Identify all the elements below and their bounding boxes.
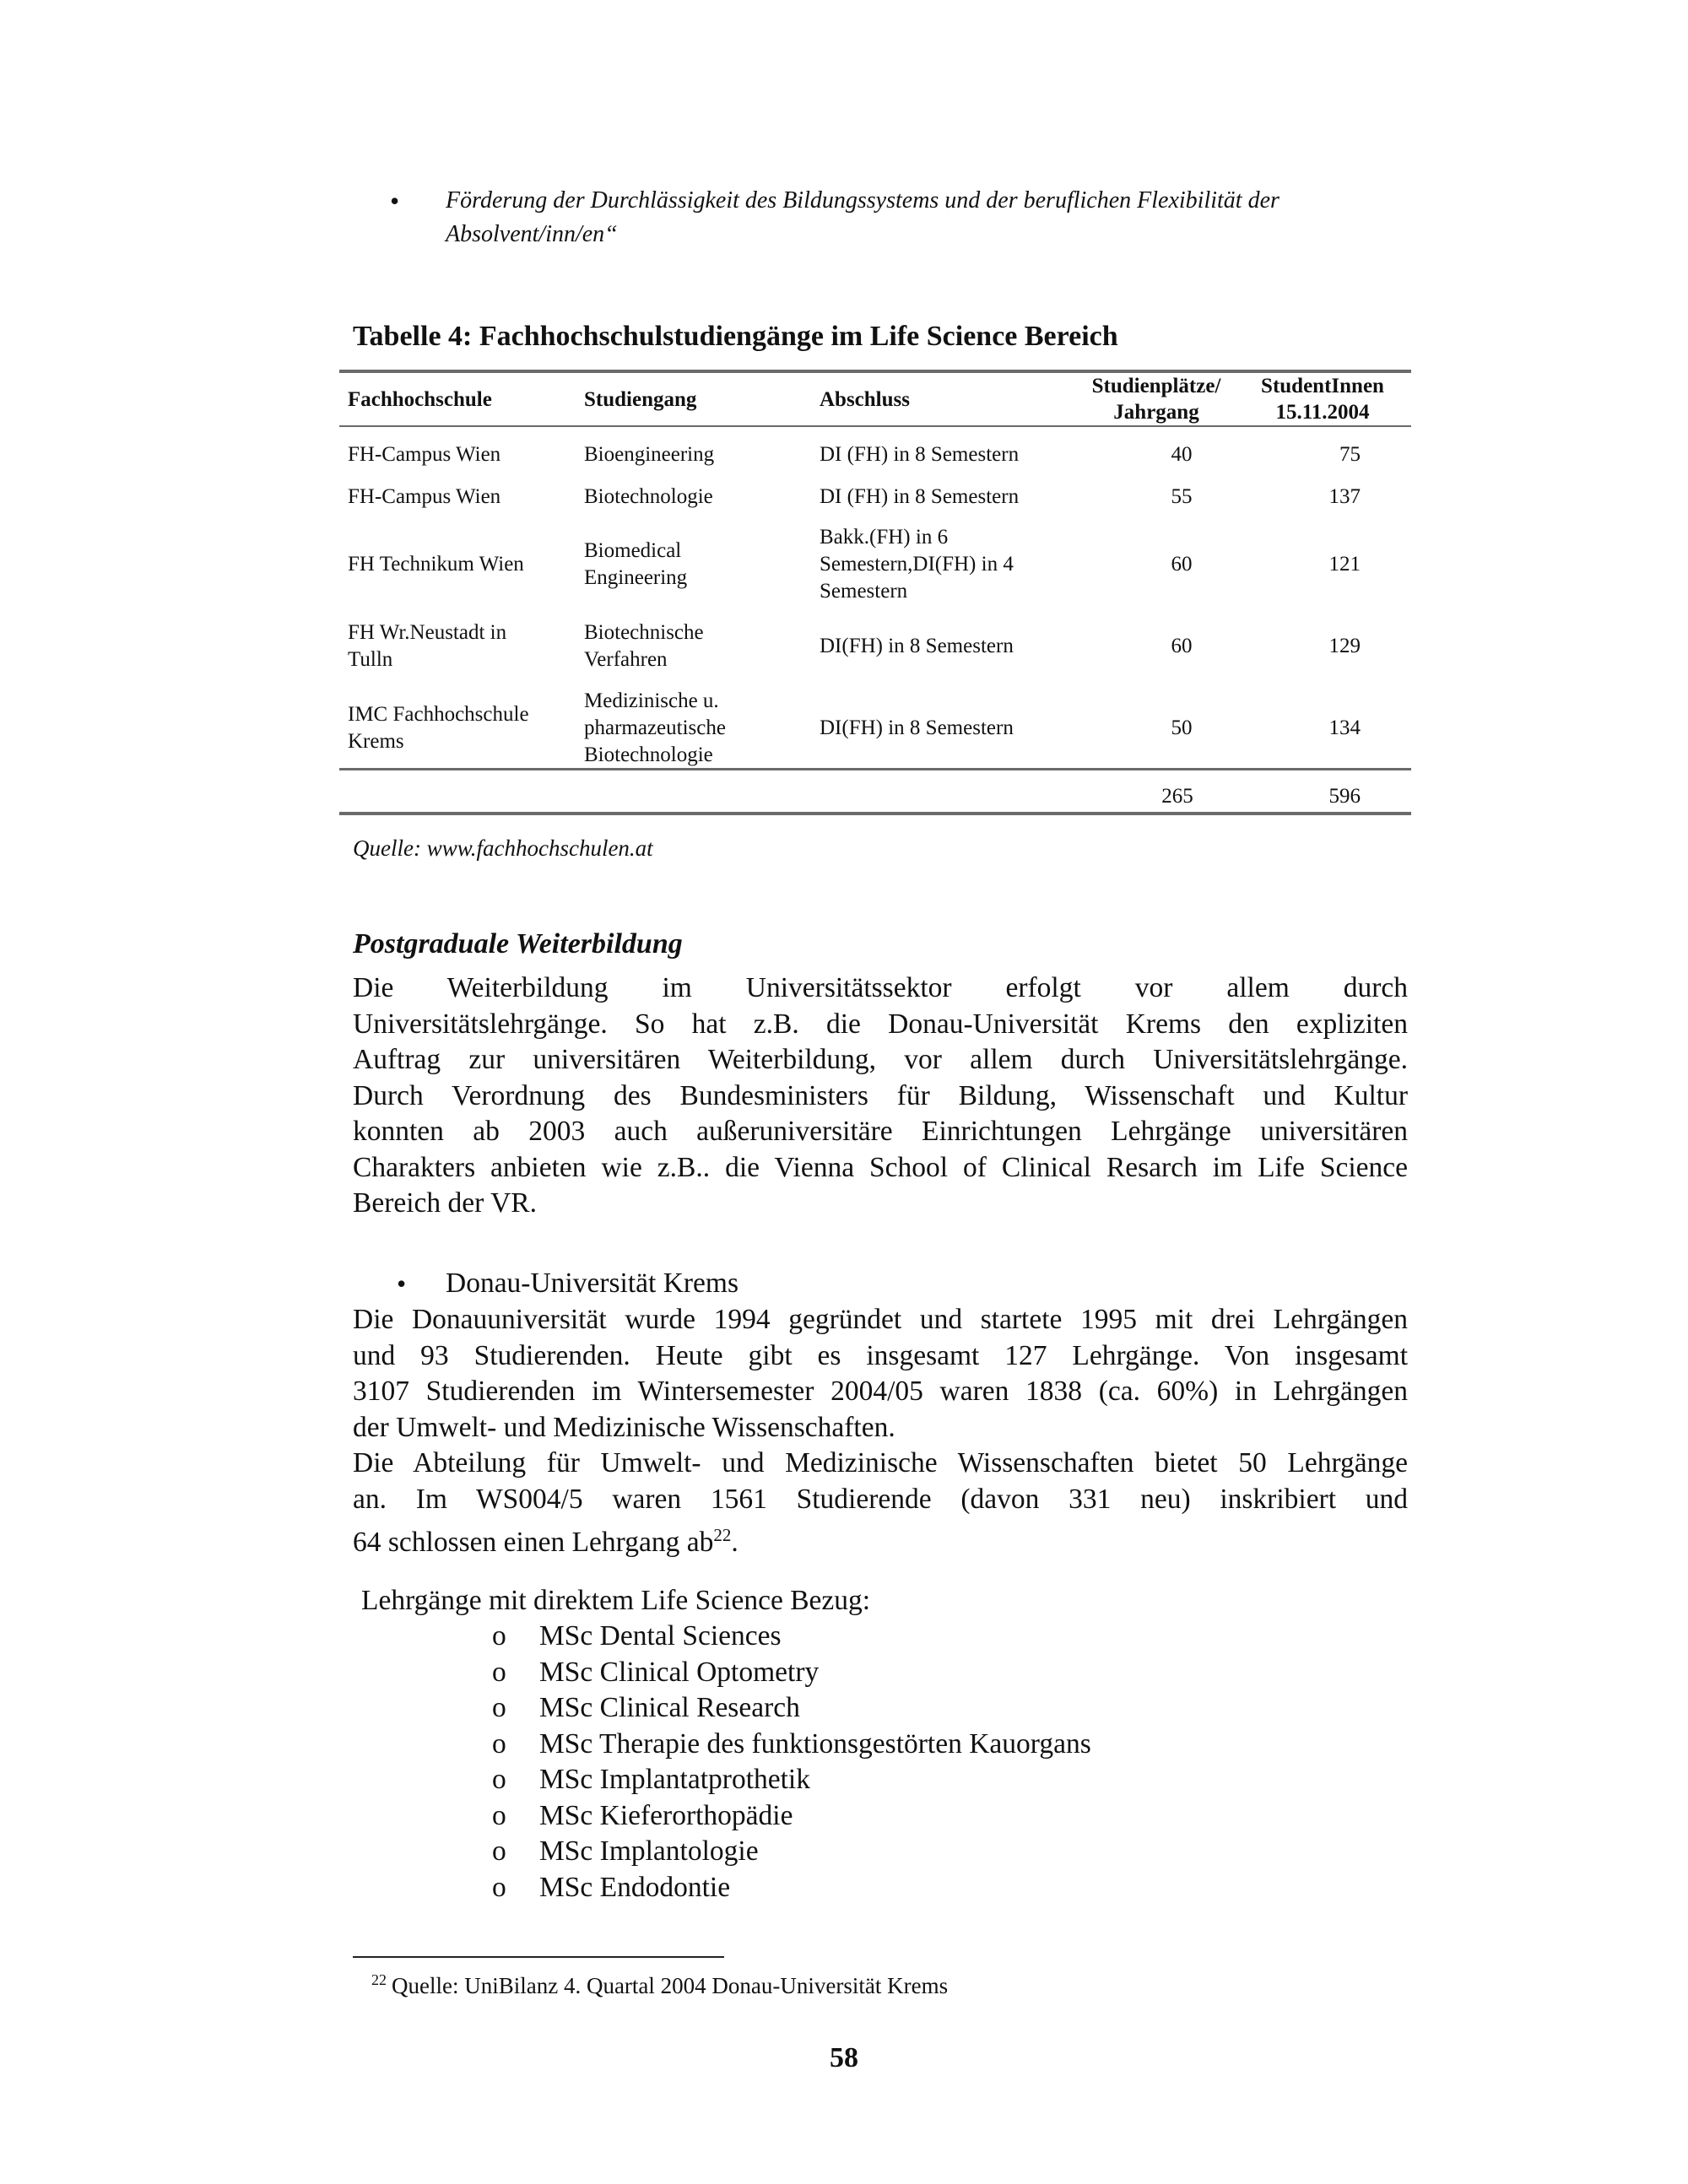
paragraph-line-text: 64 schlossen einen Lehrgang ab	[353, 1527, 714, 1559]
cell-line: Tulln	[348, 648, 393, 671]
list-marker: o	[492, 1656, 506, 1688]
cell-line: Krems	[348, 730, 404, 753]
list-marker: o	[492, 1871, 506, 1903]
courses-heading: Lehrgänge mit direktem Life Science Bezug:	[361, 1585, 871, 1616]
header-studienplaetze	[1072, 373, 1241, 425]
paragraph-line: und 93 Studierenden. Heute gibt es insgesamt 127 Lehrgänge. Von insgesamt	[353, 1339, 1408, 1371]
bullet-marker: •	[390, 186, 400, 216]
list-item	[492, 1690, 1091, 1727]
cell-abschluss: DI(FH) in 8 Semestern	[820, 716, 1014, 739]
course-label: MSc Therapie des funktionsgestörten Kauorgans	[539, 1727, 1091, 1760]
cell-studienplaetze: 60	[1171, 553, 1193, 576]
cell-studiengang: Bioengineering	[584, 443, 715, 466]
total-studienplaetze: 265	[1161, 785, 1193, 808]
cell-line: Semestern	[820, 580, 908, 603]
header-abschluss: Abschluss	[820, 388, 910, 411]
top-bullet-line: Absolvent/inn/en“	[446, 221, 618, 247]
paragraph-line: konnten ab 2003 auch außeruniversitäre Einrichtungen Lehrgänge universitären	[353, 1116, 1408, 1147]
list-item	[492, 1834, 1091, 1870]
cell-line: IMC Fachhochschule	[348, 703, 529, 726]
cell-studienplaetze: 55	[1171, 485, 1193, 508]
donau-paragraph-1	[353, 1302, 1408, 1446]
header-studiengang: Studiengang	[584, 388, 697, 411]
header-line: Studienplätze/	[1091, 375, 1221, 397]
cell-studienplaetze: 50	[1171, 716, 1193, 739]
cell-line: Bakk.(FH) in 6	[820, 526, 949, 549]
paragraph-line: der Umwelt- und Medizinische Wissenschaften.	[353, 1411, 895, 1443]
cell-studiengang: Biotechnologie	[584, 485, 713, 508]
donau-paragraph-2	[353, 1446, 1408, 1561]
end-punctuation: .	[731, 1527, 738, 1559]
cell-line: Biotechnische	[584, 621, 704, 644]
cell-line: Biomedical	[584, 539, 682, 562]
top-bullet-line: Förderung der Durchlässigkeit des Bildungssystems und der beruflichen Flexibilität der	[446, 187, 1280, 214]
paragraph-line: Die Donauuniversität wurde 1994 gegründet und startete 1995 mit drei Lehrgängen	[353, 1304, 1408, 1335]
cell-line: Engineering	[584, 566, 688, 589]
cell-studienplaetze: 60	[1171, 635, 1193, 657]
list-marker: o	[492, 1764, 506, 1795]
cell-studentinnen: 129	[1328, 635, 1361, 657]
list-item	[492, 1798, 1091, 1835]
cell-fachhochschule: FH-Campus Wien	[348, 485, 501, 508]
cell-studentinnen: 121	[1328, 553, 1361, 576]
course-label: MSc Implantologie	[539, 1835, 759, 1867]
section-paragraph	[353, 970, 1408, 1222]
header-line: 15.11.2004	[1275, 401, 1370, 424]
table-title: Tabelle 4: Fachhochschulstudiengänge im Life Science Bereich	[353, 321, 1118, 352]
paragraph-line: an. Im WS004/5 waren 1561 Studierende (davon 331 neu) inskribiert und	[353, 1483, 1408, 1515]
cell-line: Medizinische u.	[584, 689, 719, 712]
footnote-number: 22	[371, 1971, 387, 1988]
list-marker: o	[492, 1620, 506, 1652]
cell-line: FH Wr.Neustadt in	[348, 621, 507, 644]
footnote-separator	[353, 1956, 724, 1958]
cell-line: Verfahren	[584, 648, 668, 671]
table-source: Quelle: www.fachhochschulen.at	[353, 835, 653, 861]
list-item	[492, 1762, 1091, 1798]
cell-fachhochschule	[348, 701, 529, 755]
course-label: MSc Dental Sciences	[539, 1620, 782, 1652]
footnote	[371, 1971, 948, 1999]
cell-studentinnen: 137	[1328, 485, 1361, 508]
paragraph-line: Charakters anbieten wie z.B.. die Vienna School of Clinical Resarch im Life Science	[353, 1151, 1408, 1183]
list-item	[492, 1655, 1091, 1691]
cell-fachhochschule: FH Technikum Wien	[348, 553, 524, 576]
list-marker: o	[492, 1692, 506, 1723]
list-marker: o	[492, 1799, 506, 1831]
cell-studentinnen: 134	[1328, 716, 1361, 739]
header-line: StudentInnen	[1261, 375, 1384, 397]
cell-line: Biotechnologie	[584, 743, 713, 766]
footnote-reference[interactable]: 22	[713, 1525, 732, 1545]
course-label: MSc Kieferorthopädie	[539, 1799, 793, 1831]
donau-bullet: Donau-Universität Krems	[446, 1268, 739, 1299]
paragraph-line	[353, 1517, 1408, 1561]
list-marker: o	[492, 1727, 506, 1760]
list-item	[492, 1619, 1091, 1655]
cell-studiengang	[584, 619, 704, 673]
table-body-rule	[339, 768, 1411, 770]
cell-line: pharmazeutische	[584, 716, 726, 739]
cell-studentinnen: 75	[1339, 443, 1361, 466]
table-header-rule	[339, 425, 1411, 427]
cell-fachhochschule: FH-Campus Wien	[348, 443, 501, 466]
cell-abschluss: DI (FH) in 8 Semestern	[820, 443, 1020, 466]
header-line: Jahrgang	[1113, 401, 1199, 424]
bullet-marker: •	[397, 1268, 407, 1299]
cell-abschluss: DI (FH) in 8 Semestern	[820, 485, 1020, 508]
page-number: 58	[830, 2042, 858, 2073]
cell-studienplaetze: 40	[1171, 443, 1193, 466]
course-list	[492, 1619, 1091, 1906]
paragraph-line: Bereich der VR.	[353, 1187, 537, 1219]
table-bottom-rule	[339, 812, 1411, 815]
paragraph-line: 3107 Studierenden im Wintersemester 2004/05 waren 1838 (ca. 60%) in Lehrgängen	[353, 1376, 1408, 1407]
total-studentinnen: 596	[1328, 785, 1361, 808]
cell-line: Semestern,DI(FH) in 4	[820, 553, 1014, 576]
top-bullet-text	[446, 184, 1425, 251]
paragraph-line: Die Abteilung für Umwelt- und Medizinische Wissenschaften bietet 50 Lehrgänge	[353, 1447, 1408, 1479]
course-label: MSc Endodontie	[539, 1871, 731, 1903]
paragraph-line: Universitätslehrgänge. So hat z.B. die Donau-Universität Krems den expliziten	[353, 1008, 1408, 1040]
course-label: MSc Clinical Research	[539, 1692, 800, 1723]
cell-abschluss: DI(FH) in 8 Semestern	[820, 635, 1014, 657]
course-label: MSc Clinical Optometry	[539, 1656, 820, 1688]
header-fachhochschule: Fachhochschule	[348, 388, 492, 411]
paragraph-line: Auftrag zur universitären Weiterbildung, vor allem durch Universitätslehrgänge.	[353, 1044, 1408, 1075]
cell-studiengang	[584, 538, 687, 592]
list-item	[492, 1870, 1091, 1906]
paragraph-line: Durch Verordnung des Bundesministers für Bildung, Wissenschaft und Kultur	[353, 1079, 1408, 1111]
section-heading: Postgraduale Weiterbildung	[353, 928, 683, 960]
course-label: MSc Implantatprothetik	[539, 1764, 810, 1795]
cell-abschluss	[820, 524, 1014, 605]
paragraph-line: Die Weiterbildung im Universitätssektor erfolgt vor allem durch	[353, 972, 1408, 1003]
cell-studiengang	[584, 688, 726, 769]
header-studentinnen	[1242, 373, 1403, 425]
list-marker: o	[492, 1835, 506, 1867]
list-item	[492, 1727, 1091, 1763]
cell-fachhochschule	[348, 619, 506, 673]
footnote-text: Quelle: UniBilanz 4. Quartal 2004 Donau-Universität Krems	[392, 1973, 949, 1998]
